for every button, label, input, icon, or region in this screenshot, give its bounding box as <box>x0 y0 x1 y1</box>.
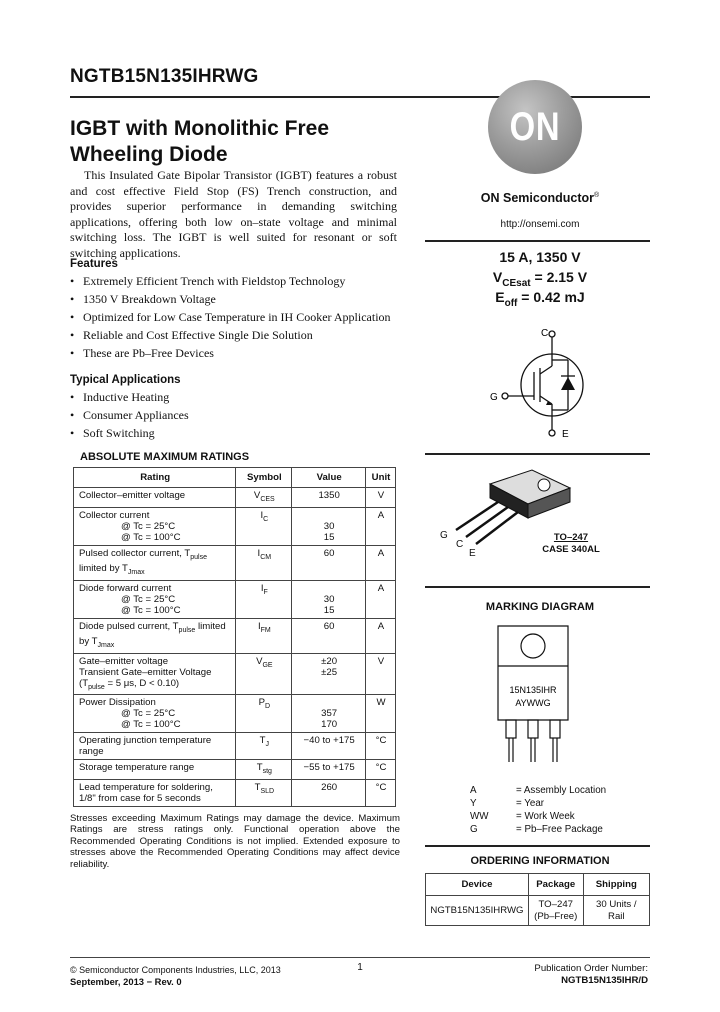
footer-right <box>470 963 648 987</box>
package-cell: TO–247 (Pb–Free) <box>528 896 583 926</box>
symbol-cell: $P_D$ <box>236 695 292 733</box>
application-item: • Inductive Heating <box>70 388 189 406</box>
symbol-cell: $V_{CES}$ <box>236 488 292 508</box>
header-package: Package <box>528 874 583 896</box>
rating-cell: Diode pulsed current, $T_{pulse}$ limited by $T_{Jmax}$ <box>74 618 236 653</box>
value-cell: 30 15 <box>292 580 366 618</box>
symbol-cell: $I_{CM}$ <box>236 545 292 580</box>
part-number: NGTB15N135IHRWG <box>70 66 259 87</box>
unit-cell: A <box>365 618 395 653</box>
spec-eoff: $E_{off} = 0.42$ mJ <box>495 289 585 309</box>
spec-vcesat: $V_{CEsat} = 2.15$ V <box>492 269 588 289</box>
unit-cell: A <box>365 507 395 545</box>
table-row <box>74 733 396 760</box>
application-item: • Consumer Appliances <box>70 406 189 424</box>
symbol-cell: $T_J$ <box>236 733 292 760</box>
header-rating: Rating <box>74 468 236 488</box>
unit-cell: °C <box>365 733 395 760</box>
table-row <box>74 488 396 508</box>
footer-left <box>70 964 281 988</box>
ordering-header-row <box>426 874 650 896</box>
legend-row: WW = Work Week <box>470 811 575 822</box>
document-title: IGBT with Monolithic Free Wheeling Diode <box>70 117 329 166</box>
ratings-footnote: Stresses exceeding Maximum Ratings may damage the device. Maximum Ratings are stress ratings only. Functional operation above the Recommended Operating Conditions is not implied. Extended exposure to stresses above the Recommended Operating Conditions may affect device reliability. <box>70 813 400 870</box>
feature-item: • Extremely Efficient Trench with Fieldstop Technology <box>70 272 391 290</box>
unit-cell: W <box>365 695 395 733</box>
marking-legend <box>470 784 606 836</box>
device-cell: NGTB15N135IHRWG <box>426 896 529 926</box>
feature-item: • 1350 V Breakdown Voltage <box>70 290 391 308</box>
table-row <box>74 545 396 580</box>
table-row <box>74 507 396 545</box>
ratings-table <box>73 467 396 807</box>
divider <box>425 453 650 455</box>
value-cell: 60 <box>292 545 366 580</box>
marking-line-1: 15N135IHR <box>509 685 557 695</box>
rating-cell: Gate–emitter voltage Transient Gate–emitter Voltage ($T_{pulse} = 5$ μs, D < 0.10) <box>74 653 236 695</box>
value-cell: 30 15 <box>292 507 366 545</box>
applications-list <box>70 388 189 442</box>
divider <box>425 845 650 847</box>
header-shipping: Shipping <box>583 874 649 896</box>
unit-cell: V <box>365 488 395 508</box>
unit-cell: V <box>365 653 395 695</box>
symbol-cell: $V_{GE}$ <box>236 653 292 695</box>
unit-cell: A <box>365 580 395 618</box>
legend-row: G = Pb–Free Package <box>470 824 603 835</box>
symbol-cell: $I_F$ <box>236 580 292 618</box>
emitter-label: E <box>562 429 569 440</box>
application-item: • Soft Switching <box>70 424 189 442</box>
table-row <box>74 653 396 695</box>
header-device: Device <box>426 874 529 896</box>
revision-date: September, 2013 − Rev. 0 <box>70 976 182 987</box>
marking-line-2: AYWWG <box>515 698 551 708</box>
lead-label-g: G <box>440 530 448 541</box>
lead-label-e: E <box>469 548 476 559</box>
feature-item: • Reliable and Cost Effective Single Die Solution <box>70 326 391 344</box>
rating-cell: Lead temperature for soldering, 1/8" from case for 5 seconds <box>74 780 236 807</box>
footer-rule <box>70 957 650 958</box>
ordering-title: ORDERING INFORMATION <box>470 855 610 867</box>
value-cell: ±20 ±25 <box>292 653 366 695</box>
features-heading: Features <box>70 258 118 270</box>
value-cell: −55 to +175 <box>292 760 366 780</box>
page-number: 1 <box>357 962 363 973</box>
unit-cell: °C <box>365 780 395 807</box>
marking-diagram-icon <box>488 620 578 770</box>
symbol-cell: $T_{SLD}$ <box>236 780 292 807</box>
rating-cell: Storage temperature range <box>74 760 236 780</box>
publication-label: Publication Order Number: <box>534 963 648 974</box>
table-row <box>74 695 396 733</box>
package-name: TO–247 <box>553 532 589 543</box>
publication-number: NGTB15N135IHR/D <box>561 975 648 986</box>
rating-cell: Diode forward current @ Tc = 25°C @ Tc = 100°C <box>74 580 236 618</box>
header-unit: Unit <box>365 468 395 488</box>
symbol-cell: $I_C$ <box>236 507 292 545</box>
divider <box>425 586 650 588</box>
marking-title: MARKING DIAGRAM <box>485 601 595 613</box>
on-semiconductor-logo: ON <box>488 80 582 174</box>
website-link[interactable]: http://onsemi.com <box>500 219 580 230</box>
table-row <box>74 760 396 780</box>
spec-current-voltage: 15 A, 1350 V <box>499 249 581 265</box>
ordering-table <box>425 873 650 926</box>
table-row <box>74 618 396 653</box>
value-cell: −40 to +175 <box>292 733 366 760</box>
feature-item: • Optimized for Low Case Temperature in IH Cooker Application <box>70 308 391 326</box>
gate-label: G <box>490 392 498 403</box>
lead-label-c: C <box>456 539 464 550</box>
collector-label: C <box>541 328 549 339</box>
value-cell: 1350 <box>292 488 366 508</box>
ratings-header-row <box>74 468 396 488</box>
brand-name: ON Semiconductor® <box>480 191 600 205</box>
applications-heading: Typical Applications <box>70 374 181 386</box>
unit-cell: A <box>365 545 395 580</box>
features-list <box>70 272 391 362</box>
rating-cell: Collector current @ Tc = 25°C @ Tc = 100°C <box>74 507 236 545</box>
rating-cell: Collector–emitter voltage <box>74 488 236 508</box>
rating-cell: Power Dissipation @ Tc = 25°C @ Tc = 100°C <box>74 695 236 733</box>
ratings-title: ABSOLUTE MAXIMUM RATINGS <box>80 451 250 463</box>
intro-paragraph: This Insulated Gate Bipolar Transistor (IGBT) features a robust and cost effective Field Stop (FS) Trench construction, and provides superior performance in demanding switching applications, offering both low on–state voltage and minimal switching loss. The IGBT is well suited for resonant or soft switching applications. <box>70 168 397 260</box>
divider <box>425 240 650 242</box>
table-row <box>426 896 650 926</box>
feature-item: • These are Pb–Free Devices <box>70 344 391 362</box>
copyright: © Semiconductor Components Industries, LLC, 2013 <box>70 965 281 975</box>
shipping-cell: 30 Units / Rail <box>583 896 649 926</box>
symbol-cell: $I_{FM}$ <box>236 618 292 653</box>
header-value: Value <box>292 468 366 488</box>
table-row <box>74 580 396 618</box>
rating-cell: Operating junction temperature range <box>74 733 236 760</box>
symbol-cell: $T_{stg}$ <box>236 760 292 780</box>
rating-cell: Pulsed collector current, $T_{pulse}$ limited by $T_{Jmax}$ <box>74 545 236 580</box>
unit-cell: °C <box>365 760 395 780</box>
table-row <box>74 780 396 807</box>
value-cell: 357 170 <box>292 695 366 733</box>
legend-row: Y = Year <box>470 798 545 809</box>
header-symbol: Symbol <box>236 468 292 488</box>
igbt-schematic-icon <box>480 322 600 446</box>
value-cell: 260 <box>292 780 366 807</box>
value-cell: 60 <box>292 618 366 653</box>
legend-row: A = Assembly Location <box>470 785 607 796</box>
package-case: CASE 340AL <box>542 544 600 555</box>
